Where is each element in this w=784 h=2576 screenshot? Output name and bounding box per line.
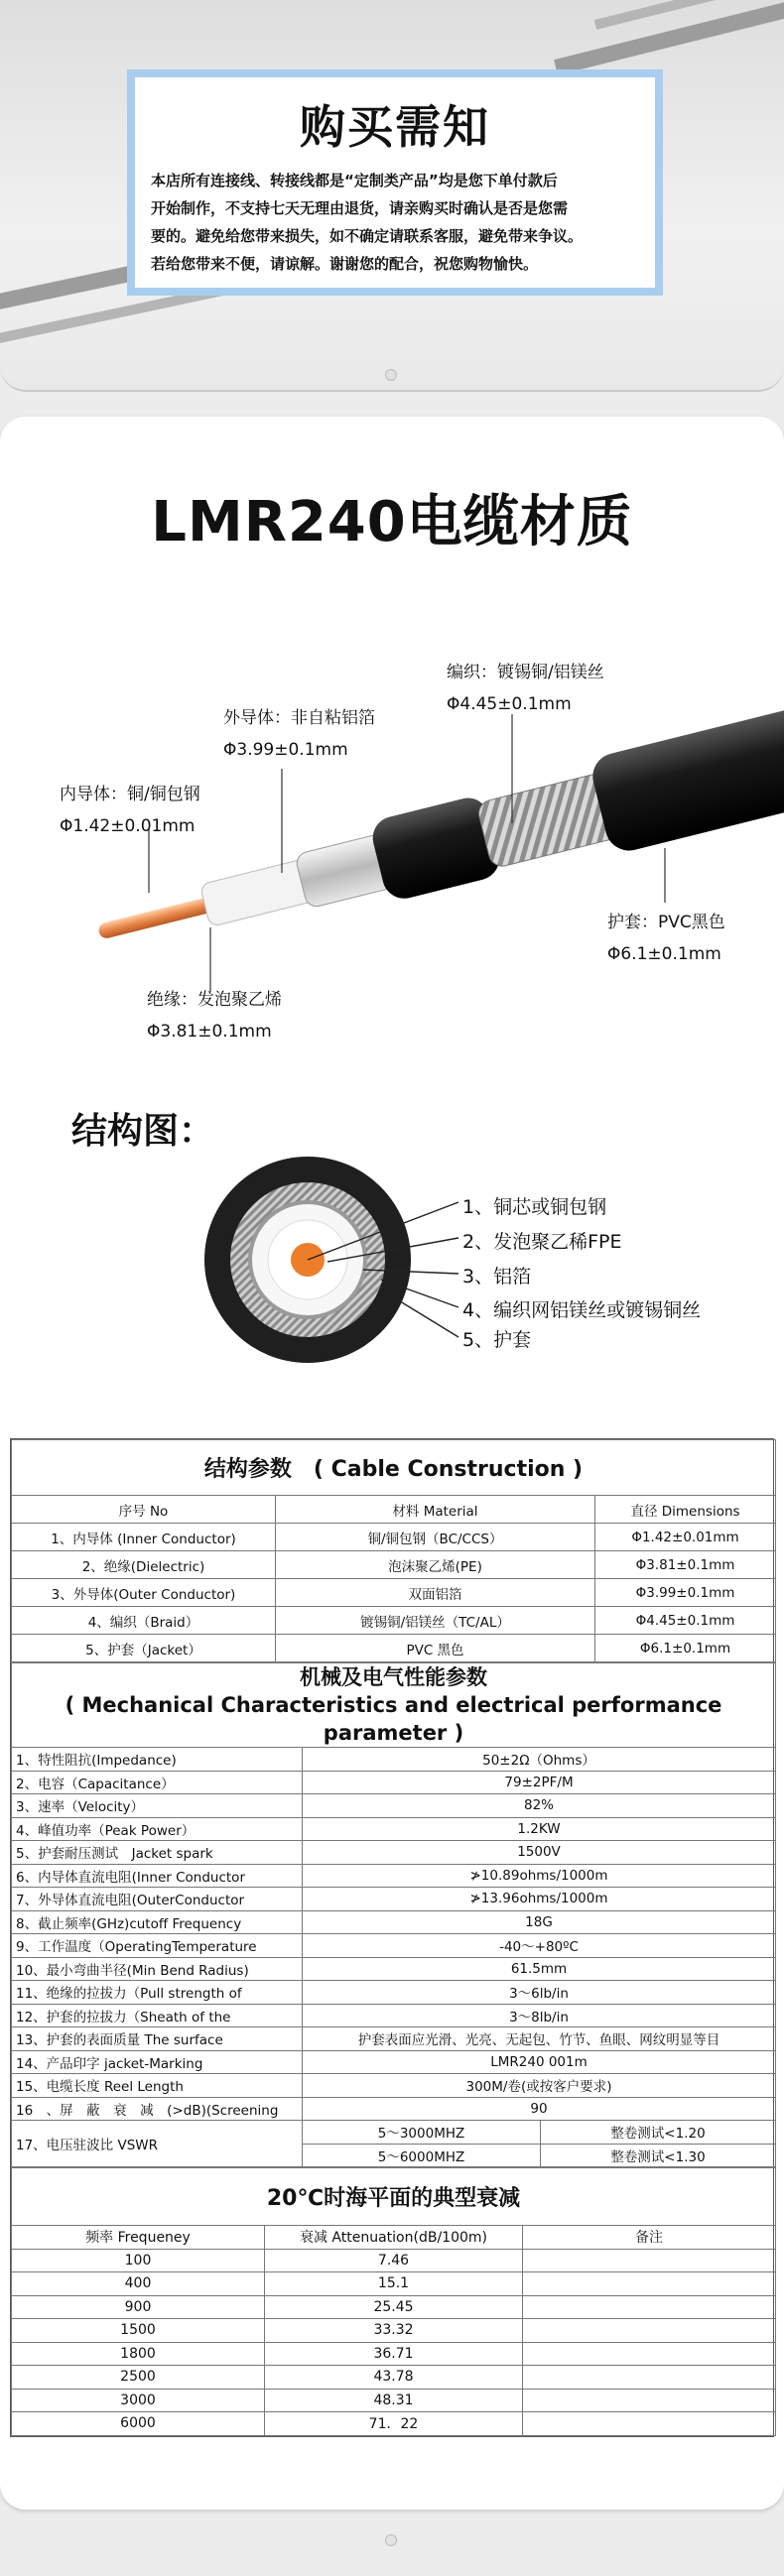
decor-dot (385, 369, 397, 381)
table-row: 5、护套（Jacket） PVC 黑色 Φ6.1±0.1mm (12, 1635, 776, 1662)
col-header: 衰减 Attenuation(dB/100m) (265, 2226, 523, 2250)
table-row: 1500 33.32 (12, 2319, 776, 2343)
table-row: 13、护套的表面质量 The surface 护套表面应光滑、光亮、无起包、竹节、鱼眼、网纹明显等目 (12, 2027, 776, 2051)
table-row: 17、电压驻波比 VSWR 5～3000MHZ 整卷测试<1.20 (12, 2121, 776, 2145)
table-row: 3、速率（Velocity） 82% (12, 1794, 776, 1818)
table-row: 6、内导体直流电阻(Inner Conductor ≯10.89ohms/1000m (12, 1864, 776, 1888)
construction-title: 结构参数 ( Cable Construction ) (12, 1440, 776, 1496)
attenuation-table (11, 2167, 776, 2436)
col-header: 材料 Material (276, 1496, 595, 1524)
table-row: 6000 71．22 (12, 2412, 776, 2436)
col-header: 备注 (523, 2226, 776, 2250)
table-row: 1800 36.71 (12, 2342, 776, 2366)
legend-item: 4、编织网铝镁丝或镀锡铜丝 (462, 1299, 702, 1321)
cross-section-diagram (198, 1151, 476, 1399)
attenuation-title: 20℃时海平面的典型衰减 (12, 2168, 776, 2226)
table-row: 100 7.46 (12, 2249, 776, 2272)
notice-line: 要的。避免给您带来损失，如不确定请联系客服，避免带来争议。 (151, 227, 584, 245)
mechanical-table (11, 1662, 776, 2167)
table-row: 8、截止频率(GHz)cutoff Frequency 18G (12, 1910, 776, 1934)
table-row: 14、产品印字 jacket-Marking LMR240 001m (12, 2050, 776, 2074)
table-row: 3、外导体(Outer Conductor) 双面铝箔 Φ3.99±0.1mm (12, 1579, 776, 1607)
table-row: 1、内导体 (Inner Conductor) 铜/铜包钢（BC/CCS） Φ1.42±0.01mm (12, 1524, 776, 1551)
notice-title: 购买需知 (300, 100, 490, 154)
table-row: 12、护套的拉拔力（Sheath of the 3～8lb/in (12, 2004, 776, 2027)
braid-label: 编织：镀锡铜/铝镁丝 Φ4.45±0.1mm (447, 663, 604, 714)
table-row: 16 、屏 蔽 衰 减 (>dB)(Screening 90 (12, 2097, 776, 2121)
table-row: 5～6000MHZ 整卷测试<1.30 (12, 2144, 776, 2167)
outer-jacket (588, 697, 784, 856)
notice-line: 本店所有连接线、转接线都是“定制类产品”均是您下单付款后 (151, 172, 558, 189)
col-header: 序号 No (12, 1496, 276, 1524)
notice-line: 若给您带来不便，请谅解。谢谢您的配合，祝您购物愉快。 (151, 255, 539, 273)
table-row: 4、峰值功率（Peak Power） 1.2KW (12, 1817, 776, 1841)
notice-line: 开始制作，不支持七天无理由退货，请亲购买时确认是否是您需 (151, 199, 569, 217)
col-header: 频率 Frequeney (12, 2226, 265, 2250)
table-row: 400 15.1 (12, 2272, 776, 2296)
legend-item: 1、铜芯或铜包钢 (462, 1196, 607, 1218)
table-row: 2、电容（Capacitance） 79±2PF/M (12, 1771, 776, 1794)
mechanical-title: 机械及电气性能参数 ( Mechanical Characteristics and electrical performance parameter ) (12, 1663, 776, 1748)
inner-conductor-label: 内导体：铜/铜包钢 Φ1.42±0.01mm (60, 785, 200, 836)
notice-text (151, 167, 641, 278)
legend-item: 3、铝箔 (462, 1266, 532, 1288)
table-row: 15、电缆长度 Reel Length 300M/卷(或按客户要求) (12, 2074, 776, 2098)
table-row: 900 25.45 (12, 2295, 776, 2319)
table-row: 7、外导体直流电阻(OuterConductor ≯13.96ohms/1000m (12, 1888, 776, 1911)
notice-banner (0, 0, 784, 392)
table-row: 4、编织（Braid） 镀锡铜/铝镁丝（TC/AL） Φ4.45±0.1mm (12, 1607, 776, 1635)
table-row: 10、最小弯曲半径(Min Bend Radius) 61.5mm (12, 1957, 776, 1981)
table-row: 3000 48.31 (12, 2389, 776, 2412)
notice-box (127, 69, 663, 296)
construction-table (11, 1439, 776, 1662)
spec-table (10, 1438, 774, 2437)
structure-title: 结构图： (71, 1111, 215, 1152)
jacket-label: 护套：PVC黑色 Φ6.1±0.1mm (607, 913, 725, 964)
dielectric-label: 绝缘：发泡聚乙烯 Φ3.81±0.1mm (147, 990, 282, 1042)
page-title: LMR240电缆材质 (151, 490, 633, 554)
table-row: 5、护套耐压测试 Jacket spark 1500V (12, 1841, 776, 1865)
decor-dot (385, 2534, 397, 2546)
cable-illustration (0, 635, 784, 1051)
legend-item: 5、护套 (462, 1329, 532, 1351)
legend-item: 2、发泡聚乙稀FPE (462, 1231, 622, 1253)
table-row: 11、绝缘的拉拔力（Pull strength of 3～6lb/in (12, 1981, 776, 2005)
table-row: 2500 43.78 (12, 2366, 776, 2390)
table-row: 1、特性阻抗(Impedance) 50±2Ω（Ohms） (12, 1748, 776, 1772)
col-header: 直径 Dimensions (595, 1496, 776, 1524)
table-row: 2、绝缘(Dielectric) 泡沫聚乙烯(PE) Φ3.81±0.1mm (12, 1551, 776, 1579)
outer-conductor-label: 外导体：非自粘铝箔 Φ3.99±0.1mm (223, 708, 375, 760)
table-row: 9、工作温度（OperatingTemperature -40～+80ºC (12, 1934, 776, 1958)
